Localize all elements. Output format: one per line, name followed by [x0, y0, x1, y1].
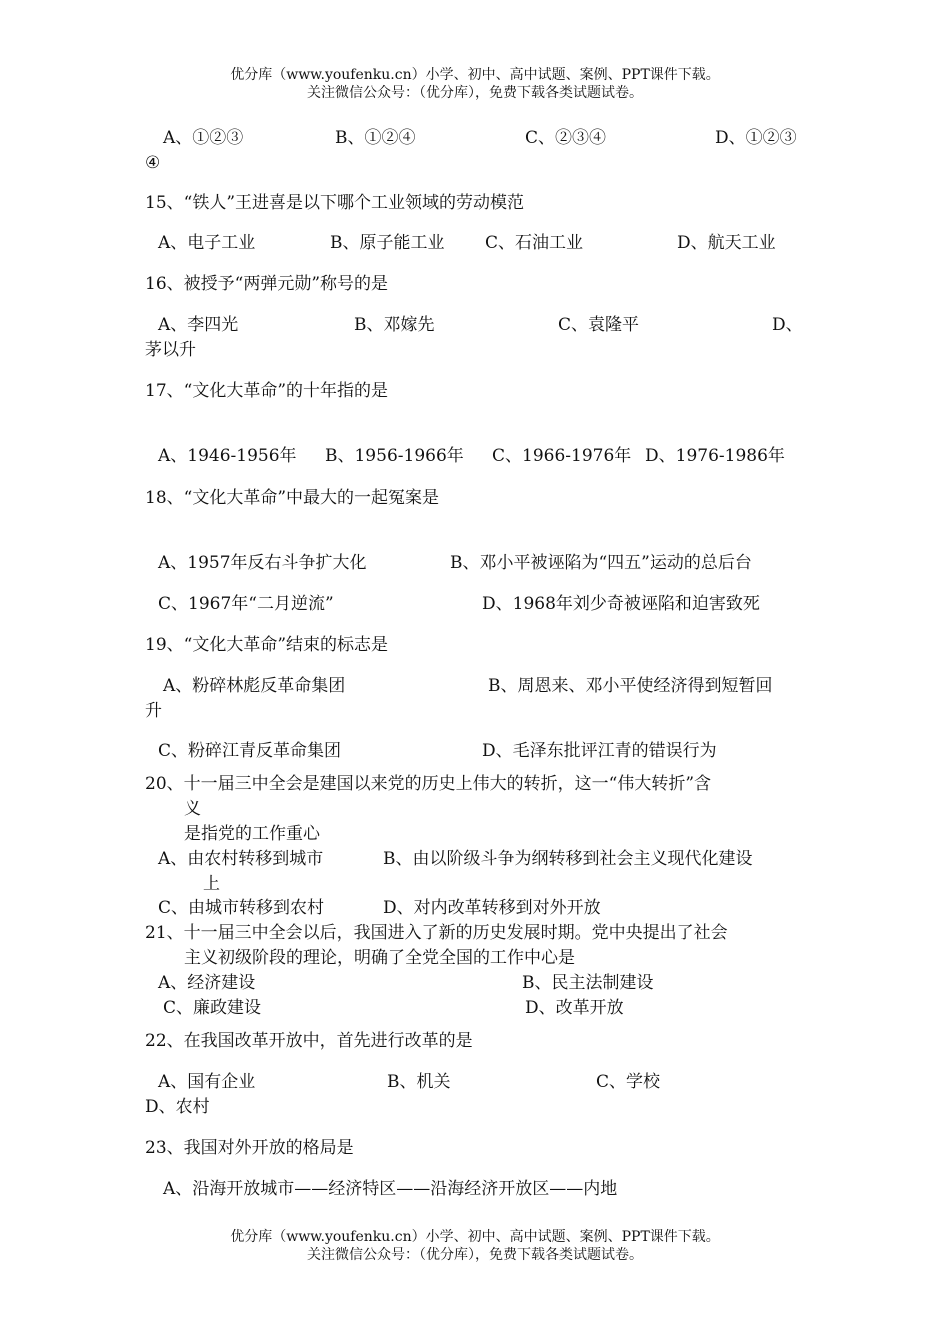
q22-option-a: A、国有企业 — [158, 1072, 256, 1092]
q21-option-c: C、廉政建设 — [163, 998, 262, 1018]
q21-option-a: A、经济建设 — [158, 973, 256, 993]
q22-option-d: D、农村 — [145, 1097, 210, 1117]
q19-option-b-continued: 升 — [145, 701, 162, 721]
q16-option-d-continued: 茅以升 — [145, 340, 196, 360]
q15-stem: 15、“铁人”王进喜是以下哪个工业领域的劳动模范 — [145, 193, 525, 213]
q23-option-a: A、沿海开放城市——经济特区——沿海经济开放区——内地 — [163, 1179, 618, 1199]
q23-stem: 23、我国对外开放的格局是 — [145, 1138, 354, 1158]
q18-option-c: C、1967年“二月逆流” — [158, 594, 334, 614]
q20-option-a: A、由农村转移到城市 — [158, 849, 324, 869]
q17-stem: 17、“文化大革命”的十年指的是 — [145, 381, 389, 401]
q19-option-b: B、周恩来、邓小平使经济得到短暂回 — [488, 676, 773, 696]
q14-option-d-continued: ④ — [145, 153, 161, 173]
q14-option-a: A、①②③ — [163, 128, 244, 148]
q19-option-c: C、粉碎江青反革命集团 — [158, 741, 342, 761]
header-line-2: 关注微信公众号：（优分库），免费下载各类试题试卷。 — [307, 85, 643, 101]
q16-option-a: A、李四光 — [158, 315, 239, 335]
q22-option-c: C、学校 — [596, 1072, 661, 1092]
q19-stem: 19、“文化大革命”结束的标志是 — [145, 635, 389, 655]
q14-option-c: C、②③④ — [525, 128, 607, 148]
q18-option-d: D、1968年刘少奇被诬陷和迫害致死 — [482, 594, 760, 614]
q18-option-b: B、邓小平被诬陷为“四五”运动的总后台 — [450, 553, 752, 573]
q19-option-d: D、毛泽东批评江青的错误行为 — [482, 741, 717, 761]
q18-stem: 18、“文化大革命”中最大的一起冤案是 — [145, 488, 440, 508]
q21-stem-line-2: 主义初级阶段的理论，明确了全党全国的工作中心是 — [184, 948, 575, 968]
q20-stem-line-1: 20、十一届三中全会是建国以来党的历史上伟大的转折，这一“伟大转折”含 — [145, 774, 712, 794]
q16-option-d: D、 — [772, 315, 803, 335]
q20-stem-line-2: 义 — [184, 799, 201, 819]
q15-option-a: A、电子工业 — [158, 233, 256, 253]
q20-option-d: D、对内改革转移到对外开放 — [383, 898, 601, 918]
q20-option-b: B、由以阶级斗争为纲转移到社会主义现代化建设 — [383, 849, 753, 869]
q21-stem-line-1: 21、十一届三中全会以后，我国进入了新的历史发展时期。党中央提出了社会 — [145, 923, 728, 943]
q22-option-b: B、机关 — [387, 1072, 451, 1092]
q16-option-b: B、邓嫁先 — [354, 315, 435, 335]
header-line-1: 优分库（www.youfenku.cn）小学、初中、高中试题、案例、PPT课件下载。 — [230, 67, 720, 83]
q17-option-b: B、1956-1966年 — [325, 446, 464, 466]
q17-option-d: D、1976-1986年 — [645, 446, 785, 466]
footer-line-1: 优分库（www.youfenku.cn）小学、初中、高中试题、案例、PPT课件下载。 — [230, 1229, 720, 1245]
q17-option-c: C、1966-1976年 — [492, 446, 632, 466]
q20-stem-line-3: 是指党的工作重心 — [184, 824, 320, 844]
q21-option-d: D、改革开放 — [525, 998, 624, 1018]
q16-option-c: C、袁隆平 — [558, 315, 640, 335]
page-header — [0, 66, 950, 102]
footer-line-2: 关注微信公众号：（优分库），免费下载各类试题试卷。 — [307, 1247, 643, 1263]
q14-option-d: D、①②③ — [715, 128, 797, 148]
q19-option-a: A、粉碎林彪反革命集团 — [163, 676, 346, 696]
q20-option-b-continued: 上 — [203, 874, 220, 894]
page-footer — [0, 1228, 950, 1264]
q17-option-a: A、1946-1956年 — [158, 446, 297, 466]
q16-stem: 16、被授予“两弹元勋”称号的是 — [145, 274, 389, 294]
q18-option-a: A、1957年反右斗争扩大化 — [158, 553, 367, 573]
q14-option-b: B、①②④ — [335, 128, 416, 148]
q15-option-b: B、原子能工业 — [330, 233, 445, 253]
q20-option-c: C、由城市转移到农村 — [158, 898, 325, 918]
q21-option-b: B、民主法制建设 — [522, 973, 654, 993]
q15-option-d: D、航天工业 — [677, 233, 776, 253]
q15-option-c: C、石油工业 — [485, 233, 584, 253]
q22-stem: 22、在我国改革开放中，首先进行改革的是 — [145, 1031, 473, 1051]
